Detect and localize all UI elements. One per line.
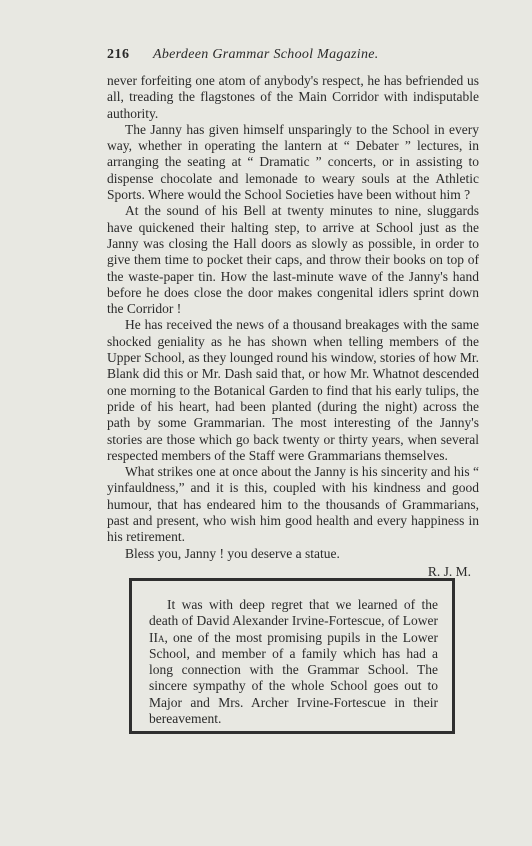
article-body: [107, 73, 479, 580]
article-paragraph: never forfeiting one atom of anybody's respect, he has befriended us all, treading the flagstones of the Main Corridor with indisputable authority.: [107, 73, 479, 121]
obituary-notice-text: [132, 581, 452, 727]
page-number: 216: [107, 47, 130, 62]
article-paragraph: At the sound of his Bell at twenty minutes to nine, sluggards have quickened their halting step, to arrive at School just as the Janny was closing the Hall doors as slowly as possible, in order to give them time to pocket their caps, and throw their books on top of the waste-paper tin. How the last-minute wave of the Janny's hand before he does close the door makes congenital idlers sprint down the Corridor !: [107, 203, 479, 317]
class-name: IIa: [149, 629, 165, 645]
obituary-paragraph: [149, 597, 438, 727]
article-paragraph: He has received the news of a thousand breakages with the same shocked geniality as he has shown when telling members of the Upper School, as they lounged round his window, stories of how Mr. Blank did this or Mr. Dash said that, or how Mr. Whatnot descended one morning to the Botanical Garden to find that his early tulips, the pride of his heart, had been planted (during the night) across the path by some Grammarian. The most interesting of the Janny's stories are those which go back twenty or thirty years, when several respected members of the Staff were Grammarians themselves.: [107, 317, 479, 463]
obituary-text-end: , one of the most promising pupils in the Lower School, and member of a family which has had a long connection with the Grammar School. The sincere sympathy of the whole School goes out to Major and Mrs. Archer Irvine-Fortescue in their bereavement.: [149, 629, 438, 727]
page-header: [107, 47, 477, 63]
magazine-title: Aberdeen Grammar School Magazine.: [153, 47, 379, 62]
author-signature: R. J. M.: [427, 563, 471, 579]
obituary-text-start: It was with deep regret that we learned of the death of David Alexander Irvine-Fortescue, of Lower: [149, 597, 438, 629]
article-paragraph: Bless you, Janny ! you deserve a statue.: [125, 545, 340, 561]
article-paragraph: The Janny has given himself unsparingly to the School in every way, whether in operating the lantern at “ Debater ” lectures, in arranging the seating at “ Dramatic ” concerts, or in assisting to dispense chocolate and lemonade to weary souls at the Athletic Sports. Where would the School Societies have been without him ?: [107, 121, 479, 203]
article-paragraph: What strikes one at once about the Janny is his sincerity and his “ yinfauldness,” and it is this, coupled with his kindness and good humour, that has endeared him to the thousands of Grammarians, past and present, who wish him good health and every happiness in his retirement.: [107, 464, 479, 545]
obituary-notice-box: [129, 578, 455, 734]
